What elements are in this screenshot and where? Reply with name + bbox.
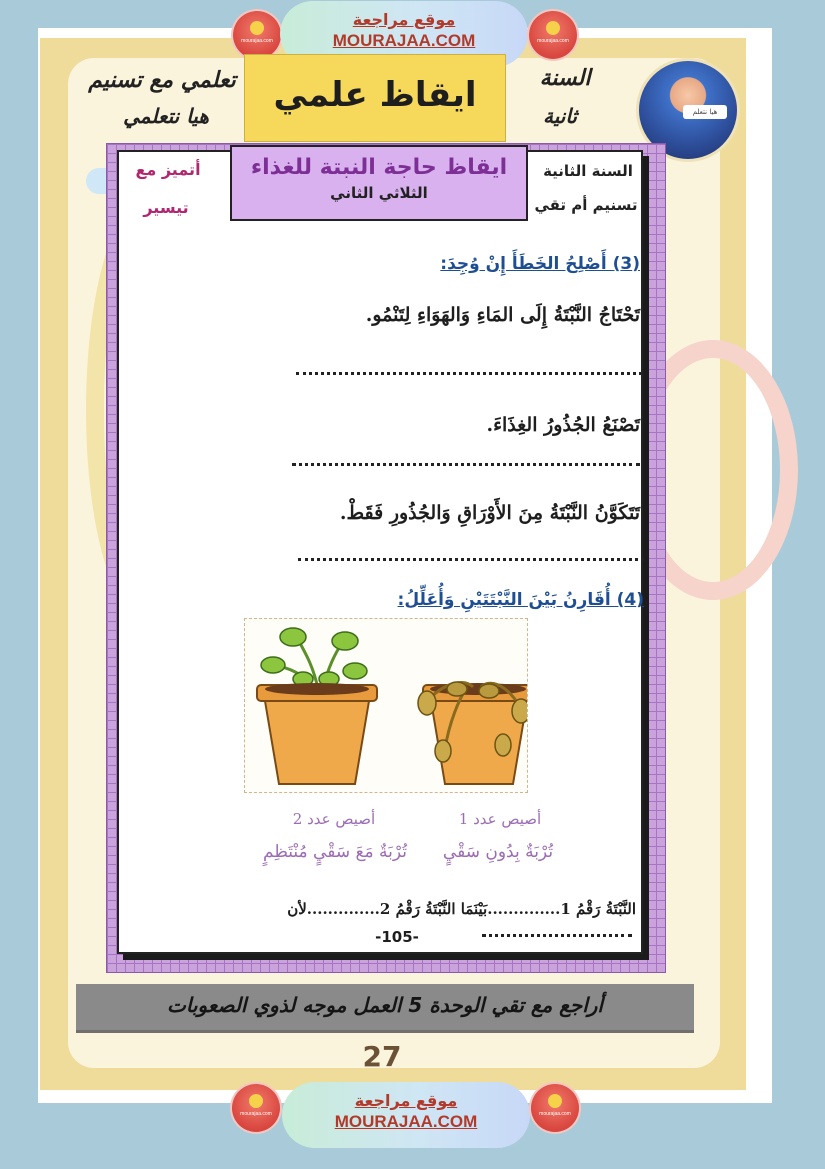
footer-ribbon-text: أراجع مع تقي الوحدة 5 العمل موجه لذوي الصعوبات (167, 993, 603, 1017)
bottom-site-banner[interactable] (282, 1082, 530, 1148)
reason-answer-line[interactable] (482, 934, 632, 937)
plants-picture-box (244, 618, 528, 793)
worksheet-grade: السنة الثانية (543, 162, 633, 180)
wilted-plant-icon (418, 682, 527, 784)
worksheet-title: ايقاظ حاجة النبتة للغذاء (250, 155, 508, 180)
site-logo-icon: mourajaa.com (233, 11, 281, 59)
pot-1-label: أصيص عدد 1 (458, 810, 542, 828)
site-name-latin[interactable]: MOURAJAA.COM (334, 1112, 478, 1131)
header-title: ايقاظ علمي (273, 75, 477, 115)
site-logo-icon: mourajaa.com (232, 1084, 280, 1132)
question-3-sentence-3: تَتَكَوَّنُ النَّبْتَةُ مِنَ الأَوْرَاقِ وَالجُذُورِ فَقَطْ. (339, 502, 640, 524)
site-logo-icon: mourajaa.com (531, 1084, 579, 1132)
header-right-line2: ثانية (543, 104, 577, 128)
answer-line-1[interactable] (296, 372, 642, 375)
page-number: 27 (362, 1040, 402, 1073)
worksheet-subtitle: الثلاثي الثاني (330, 184, 428, 202)
header-left-line2: هيا نتعلمي (123, 104, 209, 128)
site-name-arabic[interactable]: موقع مراجعة (352, 10, 456, 29)
worksheet-page-number: -105- (375, 928, 419, 946)
comparison-answer-line[interactable]: النَّبْتَةُ رَقْمُ 1..............بَيْنَمَا النَّبْتَةُ رَقْمُ 2..............لأن (287, 900, 636, 918)
footer-ribbon (76, 984, 694, 1030)
site-name-arabic[interactable]: موقع مراجعة (354, 1091, 458, 1110)
healthy-plant-icon (257, 628, 377, 784)
question-4-heading: (4) أُقَارِنُ بَيْنَ النَّبْتَتَيْنِ وَأُعَلِّلُ: (397, 590, 644, 610)
site-logo-icon: mourajaa.com (529, 11, 577, 59)
question-3-sentence-2: تَصْنَعُ الجُذُورُ الغِذَاءَ. (486, 414, 640, 436)
pot-2-description: تُرْبَةٌ مَعَ سَقْيٍ مُنْتَظِمٍ (263, 842, 407, 862)
pot-2-label: أصيص عدد 2 (292, 810, 376, 828)
avatar-badge: هيا نتعلم (683, 105, 727, 119)
header-title-box (244, 54, 506, 142)
worksheet-title-box (230, 145, 528, 221)
pot-1-description: تُرْبَةٌ بِدُونِ سَقْيٍ (442, 842, 554, 862)
worksheet-side-label-1: أتميز مع (135, 160, 201, 179)
site-name-latin[interactable]: MOURAJAA.COM (332, 31, 476, 50)
header-left-line1: تعلمي مع تسنيم (88, 68, 236, 93)
question-3-heading: (3) أَصْلِحُ الخَطَأَ إِنْ وُجِدَ: (440, 254, 640, 274)
question-3-sentence-1: تَحْتَاجُ النَّبْتَةُ إِلَى المَاءِ وَالهَوَاءِ لِتَنْمُو. (365, 304, 640, 326)
answer-line-2[interactable] (292, 463, 640, 466)
plant-pots-illustration (243, 619, 527, 794)
header-right-line1: السنة (539, 66, 591, 91)
answer-line-3[interactable] (298, 558, 644, 561)
worksheet-author: تسنيم أم تقي (534, 196, 638, 214)
worksheet-side-label-2: تيسير (143, 198, 189, 217)
